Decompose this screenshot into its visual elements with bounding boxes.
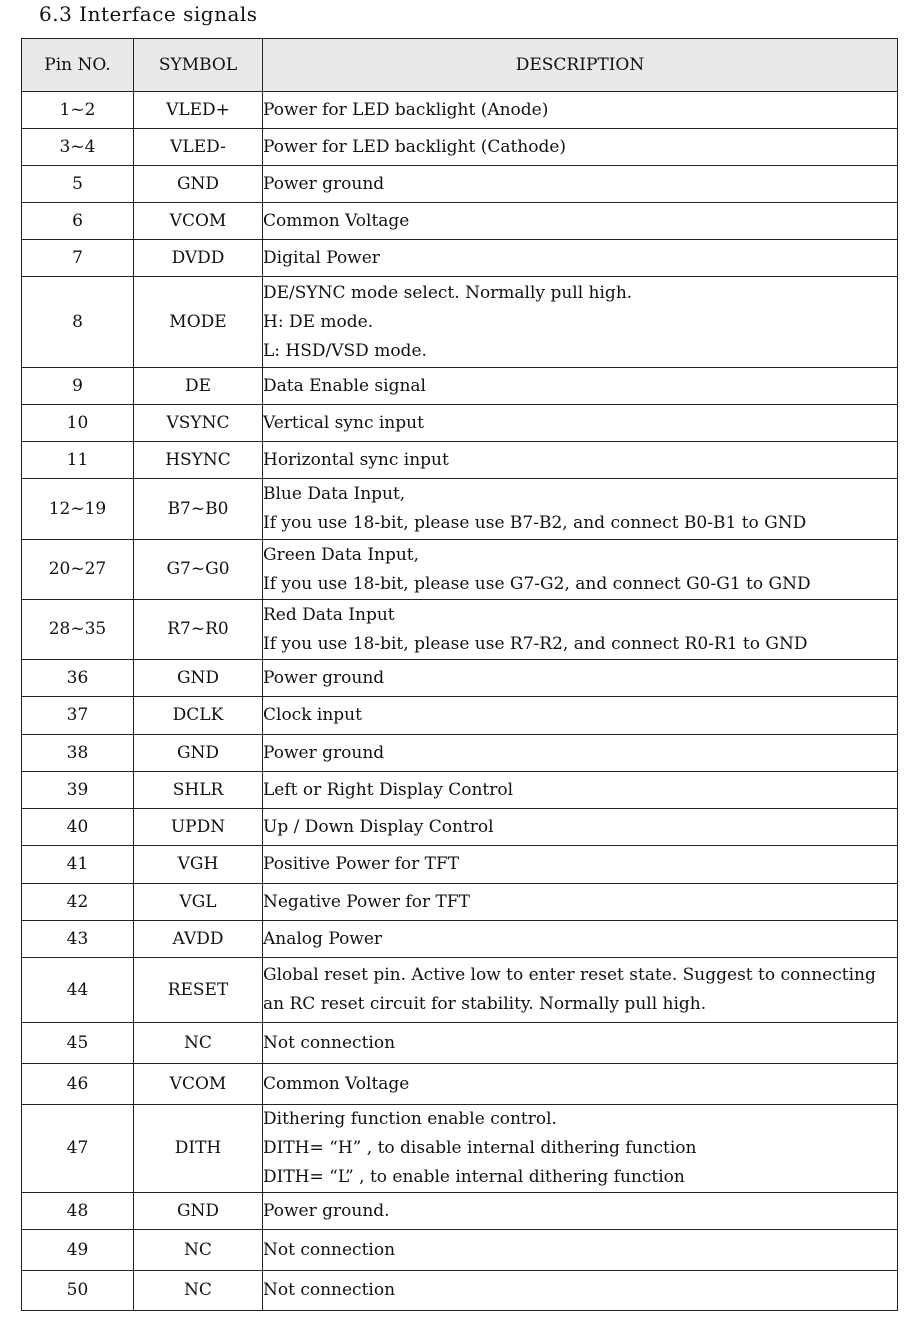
symbol-cell: VLED-	[134, 129, 263, 166]
description-cell	[263, 809, 898, 846]
pin-number-cell: 45	[22, 1023, 134, 1064]
description-line: Up / Down Display Control	[263, 816, 494, 837]
interface-signals-table	[21, 38, 898, 1311]
description-cell	[263, 166, 898, 203]
description-line: Green Data Input,	[263, 544, 420, 565]
symbol-cell: NC	[134, 1023, 263, 1064]
description-line: Not connection	[263, 1239, 396, 1260]
symbol-cell: B7~B0	[134, 479, 263, 540]
table-header-row	[22, 39, 898, 92]
description-line: Global reset pin. Active low to enter reset state. Suggest to connecting	[263, 965, 876, 985]
pin-number-cell: 50	[22, 1271, 134, 1311]
table-row	[22, 479, 898, 540]
description-line: Clock input	[263, 705, 362, 725]
table-row	[22, 1105, 898, 1193]
description-cell	[263, 958, 898, 1023]
description-line: H: DE mode.	[263, 311, 374, 332]
description-line: L: HSD/VSD mode.	[263, 340, 427, 361]
description-line: DITH= “L” , to enable internal dithering function	[263, 1167, 685, 1187]
description-cell	[263, 735, 898, 772]
symbol-cell: AVDD	[134, 921, 263, 958]
description-line: Red Data Input	[263, 604, 395, 625]
pin-number-cell: 8	[22, 277, 134, 368]
description-cell	[263, 1230, 898, 1271]
pin-number-cell: 1~2	[22, 92, 134, 129]
description-line: Not connection	[263, 1032, 396, 1053]
symbol-cell: GND	[134, 166, 263, 203]
description-cell	[263, 772, 898, 809]
symbol-cell: VGH	[134, 846, 263, 884]
pin-number-cell: 6	[22, 203, 134, 240]
pin-number-cell: 47	[22, 1105, 134, 1193]
table-row	[22, 540, 898, 600]
pin-number-cell: 37	[22, 697, 134, 735]
description-line: Left or Right Display Control	[263, 779, 514, 800]
table-row	[22, 697, 898, 735]
pin-number-cell: 40	[22, 809, 134, 846]
description-line: If you use 18-bit, please use G7-G2, and connect G0-G1 to GND	[263, 573, 811, 594]
pin-number-cell: 46	[22, 1064, 134, 1105]
section-title: 6.3 Interface signals	[39, 2, 258, 26]
description-line: DITH= “H” , to disable internal dithering function	[263, 1138, 697, 1158]
description-cell	[263, 479, 898, 540]
table-row	[22, 735, 898, 772]
pin-number-cell: 44	[22, 958, 134, 1023]
description-cell	[263, 1023, 898, 1064]
symbol-cell: GND	[134, 735, 263, 772]
table-row	[22, 809, 898, 846]
symbol-cell: VCOM	[134, 203, 263, 240]
pin-number-cell: 42	[22, 884, 134, 921]
pin-number-cell: 7	[22, 240, 134, 277]
header-description: DESCRIPTION	[263, 39, 898, 92]
description-cell	[263, 92, 898, 129]
symbol-cell: RESET	[134, 958, 263, 1023]
symbol-cell: HSYNC	[134, 442, 263, 479]
description-line: Common Voltage	[263, 1073, 410, 1094]
description-cell	[263, 846, 898, 884]
description-cell	[263, 240, 898, 277]
pin-number-cell: 38	[22, 735, 134, 772]
description-line: Dithering function enable control.	[263, 1109, 557, 1129]
description-line: Power for LED backlight (Cathode)	[263, 136, 567, 157]
description-line: If you use 18-bit, please use B7-B2, and connect B0-B1 to GND	[263, 513, 807, 533]
description-cell	[263, 1271, 898, 1311]
pin-number-cell: 48	[22, 1193, 134, 1230]
pin-number-cell: 39	[22, 772, 134, 809]
description-cell	[263, 660, 898, 697]
description-cell	[263, 368, 898, 405]
symbol-cell: VLED+	[134, 92, 263, 129]
table-row	[22, 958, 898, 1023]
description-line: DE/SYNC mode select. Normally pull high.	[263, 282, 633, 303]
table-row	[22, 1230, 898, 1271]
description-cell	[263, 884, 898, 921]
symbol-cell: DVDD	[134, 240, 263, 277]
table-row	[22, 277, 898, 368]
description-line: Power ground.	[263, 1200, 390, 1221]
description-cell	[263, 697, 898, 735]
description-line: Vertical sync input	[263, 412, 424, 433]
symbol-cell: DITH	[134, 1105, 263, 1193]
description-line: Digital Power	[263, 247, 380, 268]
table-row	[22, 600, 898, 660]
header-symbol: SYMBOL	[134, 39, 263, 92]
description-cell	[263, 442, 898, 479]
table-row	[22, 203, 898, 240]
table-row	[22, 772, 898, 809]
symbol-cell: NC	[134, 1271, 263, 1311]
description-line: Power ground	[263, 173, 385, 194]
description-line: Power ground	[263, 667, 385, 688]
description-line: Power for LED backlight (Anode)	[263, 99, 549, 120]
symbol-cell: GND	[134, 660, 263, 697]
symbol-cell: G7~G0	[134, 540, 263, 600]
header-pin-no: Pin NO.	[22, 39, 134, 92]
description-cell	[263, 129, 898, 166]
symbol-cell: VCOM	[134, 1064, 263, 1105]
table-row	[22, 1064, 898, 1105]
symbol-cell: DE	[134, 368, 263, 405]
description-line: Horizontal sync input	[263, 449, 449, 470]
pin-number-cell: 20~27	[22, 540, 134, 600]
symbol-cell: UPDN	[134, 809, 263, 846]
table-row	[22, 1193, 898, 1230]
description-cell	[263, 600, 898, 660]
description-cell	[263, 1064, 898, 1105]
pin-number-cell: 9	[22, 368, 134, 405]
pin-number-cell: 41	[22, 846, 134, 884]
description-cell	[263, 921, 898, 958]
description-cell	[263, 203, 898, 240]
symbol-cell: SHLR	[134, 772, 263, 809]
table-row	[22, 166, 898, 203]
description-line: Power ground	[263, 742, 385, 763]
pin-number-cell: 28~35	[22, 600, 134, 660]
table-row	[22, 240, 898, 277]
description-line: Not connection	[263, 1280, 396, 1300]
table-body	[22, 92, 898, 1311]
table-row	[22, 660, 898, 697]
description-cell	[263, 1193, 898, 1230]
table-row	[22, 884, 898, 921]
symbol-cell: GND	[134, 1193, 263, 1230]
pin-number-cell: 5	[22, 166, 134, 203]
table-row	[22, 129, 898, 166]
pin-number-cell: 11	[22, 442, 134, 479]
description-cell	[263, 405, 898, 442]
description-line: Positive Power for TFT	[263, 854, 460, 874]
description-cell	[263, 277, 898, 368]
description-line: Analog Power	[263, 928, 383, 949]
pin-number-cell: 36	[22, 660, 134, 697]
symbol-cell: R7~R0	[134, 600, 263, 660]
table-row	[22, 92, 898, 129]
description-line: If you use 18-bit, please use R7-R2, and connect R0-R1 to GND	[263, 633, 808, 654]
pin-number-cell: 10	[22, 405, 134, 442]
table-row	[22, 1023, 898, 1064]
symbol-cell: VGL	[134, 884, 263, 921]
description-line: Common Voltage	[263, 210, 410, 231]
table-row	[22, 1271, 898, 1311]
pin-number-cell: 12~19	[22, 479, 134, 540]
table-row	[22, 368, 898, 405]
pin-number-cell: 3~4	[22, 129, 134, 166]
pin-number-cell: 49	[22, 1230, 134, 1271]
symbol-cell: NC	[134, 1230, 263, 1271]
table-row	[22, 846, 898, 884]
table-row	[22, 405, 898, 442]
description-line: Data Enable signal	[263, 375, 426, 396]
symbol-cell: DCLK	[134, 697, 263, 735]
table-row	[22, 921, 898, 958]
symbol-cell: VSYNC	[134, 405, 263, 442]
description-cell	[263, 1105, 898, 1193]
description-cell	[263, 540, 898, 600]
table-row	[22, 442, 898, 479]
symbol-cell: MODE	[134, 277, 263, 368]
description-line: Negative Power for TFT	[263, 891, 470, 912]
pin-number-cell: 43	[22, 921, 134, 958]
description-line: an RC reset circuit for stability. Normally pull high.	[263, 994, 707, 1014]
description-line: Blue Data Input,	[263, 484, 406, 504]
